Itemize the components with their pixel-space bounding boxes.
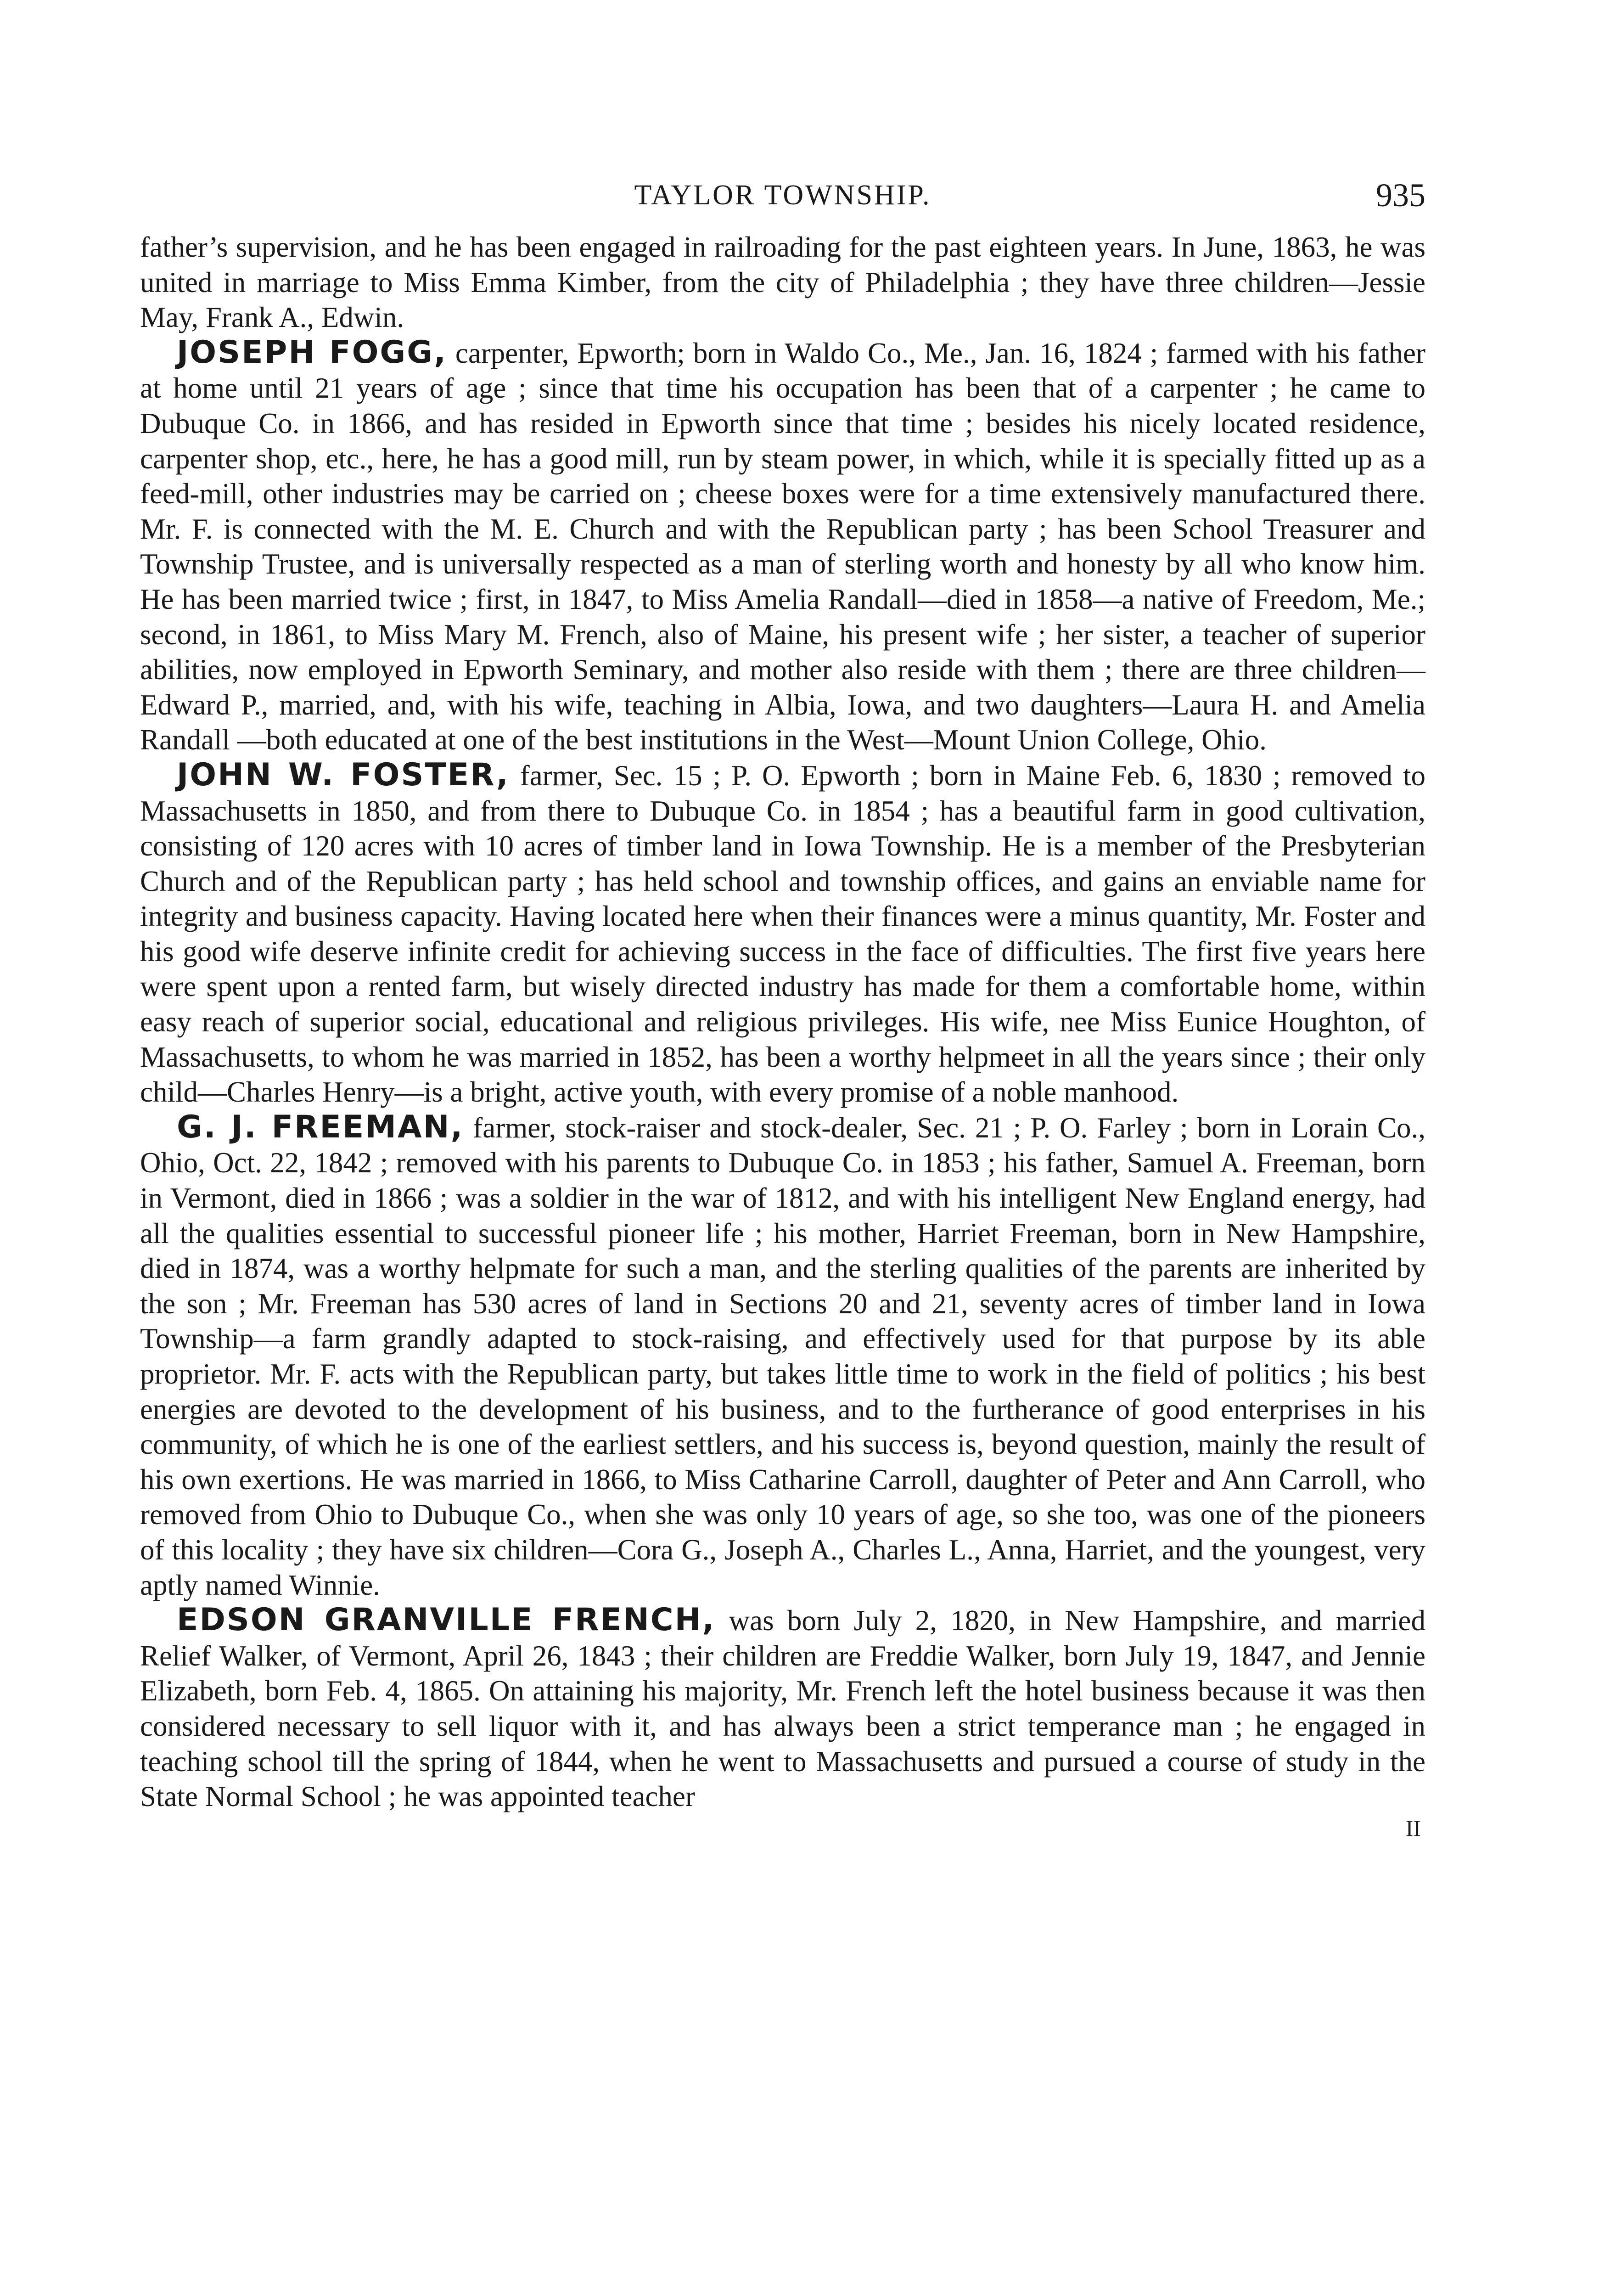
entry-text: carpenter, Epworth; born in Waldo Co., Me., Jan. 16, 1824 ; farmed with his father at home until 21 years of age ; since that time his occupation has been that of a carpenter ; he came to Dubuque Co. in 1866, and has resided in Epworth since that time ; besides his nicely located residence, carpenter shop, etc., here, he has a good mill, run by steam power, in which, while it is specially fitted up as a feed-mill, other industries may be carried on ; cheese boxes were for a time extensively manufactured there. Mr. F. is connected with the M. E. Church and with the Republican party ; has been School Treasurer and Township Trustee, and is universally respected as a man of sterling worth and honesty by all who know him. He has been married twice ; first, in 1847, to Miss Amelia Randall—died in 1858—a native of Freedom, Me.; second, in 1861, to Miss Mary M. French, also of Maine, his present wife ; her sister, a teacher of superior abilities, now employed in Epworth Seminary, and mother also reside with them ; there are three children—Edward P., married, and, with his wife, teaching in Albia, Iowa, and two daughters—Laura H. and Amelia Randall —both educated at one of the best institutions in the West—Mount Union College, Ohio. xyxy=(140,337,1425,756)
entry-g-j-freeman xyxy=(140,1110,1425,1603)
entry-john-w-foster xyxy=(140,758,1425,1110)
entry-name: JOSEPH FOGG, xyxy=(177,334,447,371)
running-head xyxy=(140,179,1425,230)
entry-name: JOHN W. FOSTER, xyxy=(177,756,510,793)
page-number: 935 xyxy=(1376,177,1425,214)
signature-mark: II xyxy=(1405,1815,1421,1841)
body-text xyxy=(140,230,1425,1814)
entry-text: farmer, stock-raiser and stock-dealer, Sec. 21 ; P. O. Farley ; born in Lorain Co., Ohio, Oct. 22, 1842 ; removed with his parents to Dubuque Co. in 1853 ; his father, Samuel A. Freeman, born in Vermont, died in 1866 ; was a soldier in the war of 1812, and with his intelligent New England energy, had all the qualities essential to successful pioneer life ; his mother, Harriet Freeman, born in New Hampshire, died in 1874, was a worthy helpmate for such a man, and the sterling qualities of the parents are inherited by the son ; Mr. Freeman has 530 acres of land in Sections 20 and 21, seventy acres of timber land in Iowa Township—a farm grandly adapted to stock-raising, and effectively used for that purpose by its able proprietor. Mr. F. acts with the Republican party, but takes little time to work in the field of politics ; his best energies are devoted to the development of his business, and to the furtherance of good enterprises in his community, of which he is one of the earliest settlers, and his success is, beyond question, mainly the result of his own exertions. He was married in 1866, to Miss Catharine Carroll, daughter of Peter and Ann Carroll, who removed from Ohio to Dubuque Co., when she was only 10 years of age, so she too, was one of the pioneers of this locality ; they have six children—Cora G., Joseph A., Charles L., Anna, Harriet, and the youngest, very aptly named Winnie. xyxy=(140,1111,1425,1601)
entry-text: was born July 2, 1820, in New Hampshire, and married Relief Walker, of Vermont, April 26, 1843 ; their children are Freddie Walker, born July 19, 1847, and Jennie Elizabeth, born Feb. 4, 1865. On attaining his majority, Mr. French left the hotel business because it was then considered necessary to sell liquor with it, and has always been a strict temperance man ; he engaged in teaching school till the spring of 1844, when he went to Massachusetts and pursued a course of study in the State Normal School ; he was appointed teacher xyxy=(140,1604,1425,1813)
entry-text: farmer, Sec. 15 ; P. O. Epworth ; born in Maine Feb. 6, 1830 ; removed to Massachusetts in 1850, and from there to Dubuque Co. in 1854 ; has a beautiful farm in good cultivation, consisting of 120 acres with 10 acres of timber land in Iowa Township. He is a member of the Presbyterian Church and of the Republican party ; has held school and township offices, and gains an enviable name for integrity and business capacity. Having located here when their finances were a minus quantity, Mr. Foster and his good wife deserve infinite credit for achieving success in the face of difficulties. The first five years here were spent upon a rented farm, but wisely directed industry has made for them a comfortable home, within easy reach of superior social, educational and religious privileges. His wife, nee Miss Eunice Houghton, of Massachusetts, to whom he was married in 1852, has been a worthy helpmeet in all the years since ; their only child—Charles Henry—is a bright, active youth, with every promise of a noble manhood. xyxy=(140,759,1425,1109)
continued-paragraph: father’s supervision, and he has been engaged in railroading for the past eighteen years. In June, 1863, he was united in marriage to Miss Emma Kimber, from the city of Philadelphia ; they have three children—Jessie May, Frank A., Edwin. xyxy=(140,231,1425,334)
entry-name: EDSON GRANVILLE FRENCH, xyxy=(177,1602,716,1638)
entry-name: G. J. FREEMAN, xyxy=(177,1109,464,1145)
entry-joseph-fogg xyxy=(140,335,1425,758)
entry-edson-granville-french xyxy=(140,1603,1425,1814)
running-title: TAYLOR TOWNSHIP. xyxy=(634,180,931,211)
book-page xyxy=(140,179,1425,1842)
